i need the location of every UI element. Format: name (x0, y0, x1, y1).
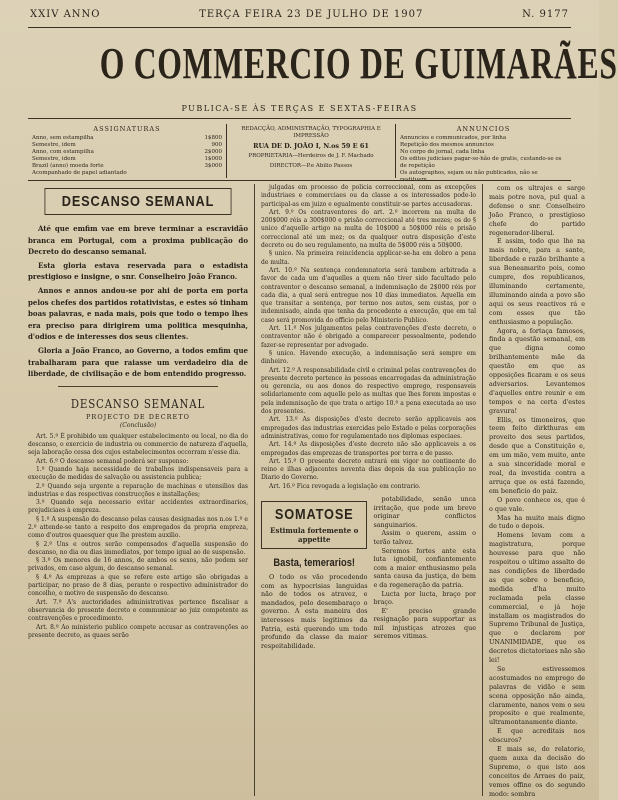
ads-item: No corpo do jornal, cada linha (400, 149, 485, 155)
subscription-price: 3$000 (204, 163, 222, 169)
office-address: RUA DE D. JOÃO I, N.os 59 E 61 (253, 142, 369, 150)
date-label: TERÇA FEIRA 23 DE JULHO DE 1907 (199, 8, 424, 20)
subscription-label: Semestre, idem (32, 142, 76, 148)
subscription-price: 1$800 (204, 135, 222, 141)
decree-paragraph: § 2.º Uns e outros serão compensados d'aquella suspensão do descanso, no dia ou dias immediatos, por tempo igual ao de suspensão. (28, 540, 248, 556)
decree-text-continued (261, 184, 476, 491)
decree-paragraph: 3.º Quando seja necessario evitar accidentes extraordinarios, prejudiciaes à empreza. (28, 499, 248, 515)
masthead-rule (28, 118, 571, 119)
article-continuation (373, 495, 476, 650)
decree-paragraph: § 4.º As emprezas a que se refere este artigo são obrigadas a participar, no praso de 8 dias, perante o respectivo administrador do concelho, o motivo de suspensão do descanso. (28, 573, 248, 598)
ad-title: SOMATOSE (274, 505, 354, 523)
decree-paragraph: Art. 9.º Os contraventores do art. 2.º incorrem na multa de 200$000 réis a 300$000 e prisão correccional até tres mezes; os do § unico d'aquelle artigo na multa de 10$000 a 50$000 réis e prisão correccional até um mez; os da qualquer outra disposição d'este decreto ou do seu regulamento, na multa de 5$000 réis a 50$000. (261, 208, 476, 250)
decree-paragraph: § unico. Na primeira reincidencia applicar-se-ha em dobro a pena de multa. (261, 250, 476, 266)
decree-paragraph: Art. 6.º O descanso semanal poderá ser suspenso: (36, 457, 189, 465)
editorial-title: Basta, temerarios! (273, 556, 356, 569)
subscription-row (32, 142, 222, 149)
ads-title: ANNUNCIOS (456, 125, 511, 133)
decree-paragraph: Art. 5.º É prohibido um qualquer estabelecimento ou local, no dia do descanso, o exercicio de industria ou commercio de natureza d'aquella, seja laboração cessa dos cujos estabelecimentos occorram n'esse dia. (28, 432, 248, 457)
section-title: DESCANSO SEMANAL (70, 396, 206, 411)
ads-item: Os editos judiciaes pagar-se-hão de gratis, custando-se os de repetição (400, 156, 562, 169)
subscription-row (32, 156, 222, 163)
continuation-paragraph: Assim o querem, assim o terão talvez. (373, 529, 476, 546)
editorial-paragraph: O todo os vão procedendo com as hypocrisias languidas não de todos os atravez, e mandados, pelo desembaraço o governo. A esta maneira dos interesses mais legitimos da Patria, está querendo um todo profundo da classe da maior respeitabilidade. (261, 572, 368, 650)
ads-item: Os autographos, sejam ou não publicados, não se (400, 170, 538, 176)
separator (58, 386, 218, 387)
section-note: (Conclusão) (119, 421, 157, 429)
continuation-text (373, 495, 476, 641)
decree-paragraph: Art. 10.º Na sentença condemnatoria será tambem arbitrada a favor de cada um d'aquelles a quem não tiver sido facultado pelo contraventor o descanso semanal, a indemnisação de 2$000 réis por cada dia, a qual será entregue nos 10 dias immediatos. Aquella em que transitar a sentença, por termo nos autos, sem custas, por o indemnisado, ainda que tenha da procedente a execução, que em tal caso será promovida do officio pelo Ministerio Publico. (261, 266, 476, 324)
continuation-paragraph: Seremos fortes ante esta luta ignobil, confiantemente com a maior enthusiasmo pela santa causa da justiça, do bem e da regeneração da patria. (373, 546, 476, 589)
col3-paragraph: O povo conhece os, que é o que vale. (489, 495, 585, 513)
decree-paragraph: § unico. Havendo execução, a indemnisação será sempre em dinheiro. (261, 349, 476, 366)
top-rule (28, 27, 571, 28)
continuation-paragraph: potabilidade, senão unca irritação, que pode um breve originar conflictos sanguinarios. (373, 494, 476, 529)
decree-paragraph: Art. 11.º Nos julgamentos pelas contravenções d'este decreto, o contraventor não é obrigado a comparecer pessoalmente, podendo fazer-se representar por advogado. (261, 325, 476, 349)
subscriptions-box (28, 124, 227, 178)
column-3-text (489, 184, 585, 799)
subscription-label: Brazil (anno) moeda forte (32, 163, 104, 169)
subscription-price: 1$000 (204, 156, 222, 162)
ads-item: Annuncios e communicados, por linha (400, 135, 507, 141)
col3-paragraph: E que acreditais nos obscuros? (489, 727, 585, 745)
decree-paragraph: § 3.º Os menores de 16 annos, de ambos os sexos, não podem ser privados, em caso algum, do descanso semanal. (28, 557, 248, 573)
subscription-price: 900 (211, 142, 222, 148)
office-owner: PROPRIETARIA—Herdeiros de J. F. Machado (248, 153, 374, 159)
lead-paragraph: Gloria a João Franco, ao Governo, a todos emfim que trabalharam para que raiasse um verdadeiro dia de liberdade, de civilisação e de bom entendido progresso. (28, 345, 248, 379)
decree-paragraph: Art. 13.º As disposições d'este decreto serão applicaveis aos empregados das industrias exercidas pelo Estado e pelas corporações administrativas, como for regulamentado nos diplomas especiaes. (261, 416, 476, 440)
decree-paragraph: Art. 14.º As disposições d'este decreto não são applicaveis a os empregados das emprezas de transportes por terra e de passo. (261, 441, 476, 457)
issue-number: N. 9177 (522, 8, 569, 20)
office-director: DIRECTOR—P.e Abilio Passos (269, 163, 353, 169)
subscription-row (32, 135, 222, 142)
subscription-label: Anno, sem estampilha (32, 135, 94, 141)
col3-paragraph: Se estivessemos acostumados no emprego de palavras de vidão e sem scena opposição não ainda, claramente, nanos vem o seu proposito e que realmente, ultramontanamente diante. (489, 664, 585, 727)
column-2 (255, 184, 483, 796)
decree-text (28, 433, 248, 640)
col3-paragraph: Homens levam com a magistratura, porque houvesse para que não respeitou o ultimo assalto de nas condições de liberdade as que sobre o beneficio, medida d'ha muito reclamada pela classe commercial, e já hoje installam os magistrados do Supremo Tribunal de Justiça, que o declarem por UNANIMIDADE, que os decretos dictatoriaes não são lei! (489, 531, 585, 665)
lead-paragraph: Até que emfim vae em breve terminar a escravidão branca em Portugal, com a proxima publicação do Decreto do descanso semanal. (28, 224, 248, 257)
decree-paragraph: Art. 12.º A responsabilidade civil e criminal pelas contravenções do presente decreto pertence às pessoas encarregadas da administração ou gerencia, ou aos donos do respectivo emprego, responsaveis solidariamente com aquelle pelo as multas que lhes forem impostas e pela indemnisação de que trata o artigo 10.º a pena executada ao uso dos presentes. (261, 366, 476, 416)
masthead-subtitle: PUBLICA-SE ÀS TERÇAS E SEXTAS-FEIRAS (181, 104, 418, 113)
subscription-row (32, 149, 222, 156)
decree-paragraph: Art. 16.º Fica revogada a legislação em contrario. (269, 482, 421, 490)
article-columns (28, 184, 585, 796)
ads-box (396, 124, 571, 178)
col3-paragraph: E mais se, do relatorio, quem auxa da decisão do Supremo, o que isto aos conceitos de Arraes do paiz, vemos offine os do segundo modo: sombra (489, 745, 585, 798)
masthead-title: O COMMERCIO DE GUIMARÃES (99, 39, 618, 88)
decree-paragraph: 1.º Quando haja necessidade de trabalhos indispensaveis para a execução de medidas de salvação ou assistencia publica; (28, 465, 248, 482)
decree-paragraph: Art. 7.º A's auctoridades administrativas pertence fiscalisar a observancia do presente decreto e communicar ao juiz competente as contravenções e procedimento. (28, 598, 248, 623)
subscription-row (32, 163, 222, 170)
continuation-paragraph: Lucta por lucta, braço por braço. (373, 589, 476, 607)
column-1 (28, 184, 255, 796)
decree-paragraph: 2.º Quando seja urgente a reparação de machinas e utensilios das industrias e das respectivas construcções e installações; (28, 482, 248, 498)
subscriptions-title: ASSIGNATURAS (93, 125, 161, 133)
col3-paragraph: Mas ha muito mais digno de tudo o depois. (489, 513, 585, 531)
col3-paragraph: Agora, a fortaça famosos, finda a questão semanal, em que digna como brilhantemente mãe da questão em que as opposições ficaram e os seus adversarios. Levantemos d'aquelles entre reunir e em tempos e na certa d'estes gravura! (489, 326, 585, 415)
ad-column (261, 495, 367, 650)
editorial-text (261, 573, 367, 650)
decree-paragraph: Art. 15.º O presente decreto entrará em vigor no continente do reino e ilhas adjacentes noventa dias depois da sua publicação no Diario do Governo. (261, 457, 476, 482)
ads-item: Repetição dos mesmos annuncios (400, 142, 494, 148)
lead-paragraph: Esta gloria estava reservada para o estadista prestigioso e insigne, o snr. Conselheiro João Franco. (28, 260, 248, 282)
continuation-paragraph: E' preciso grande resignação para supportar as mil injustiças atrozes que seremos vitimas. (373, 606, 476, 641)
lead-article (28, 223, 248, 380)
top-info-line (30, 6, 569, 22)
subscriptions-note: Acompanhado de papel adiantado (32, 170, 127, 176)
office-box (227, 124, 396, 178)
lead-paragraph: Annos e annos andou-se por ahi de porta em porta pelos chefes dos partidos rotativistas, e estes só tinham boas palavras, e nada mais, pois que todo o tempo lhes era preciso para dirigirem uma politica mesquinha, d'odios e de interesses dos seus clientes. (28, 285, 248, 342)
subscription-price: 2$000 (204, 149, 222, 155)
subscription-label: Anno, com estampilha (32, 149, 94, 155)
ad-subtitle: Estimula fortemente o appetite (270, 525, 359, 544)
col3-paragraph: com os ultrajes e sarge mais potre nova, pul qual a defense o snr. Conselheiro João Franco, o prestigioso chefe do partido regenerador-liberal. (489, 184, 585, 237)
col3-paragraph: Ellis, os timoneiros, que teem feito dirkthuras em proveito dos seus partidos, desde que a Constituição e, em um mão, vem muito, ante a sua sinceridade moral e real, da investida contra a arruça que os está fazendo, em beneficio do paiz. (489, 415, 585, 495)
column-3 (483, 184, 585, 796)
section-subtitle: PROJECTO DE DECRETO (86, 412, 190, 421)
decree-paragraph: § 1.º A suspensão do descanso pelas causas designadas nos n.os 1.º e 2.º attende-se tanto a respeito dos empregados da propria empreza, como d'outros quaesquer que lhe prestem auxilio. (28, 515, 248, 540)
info-bar-rule (28, 180, 571, 181)
info-bar (28, 124, 571, 178)
lower-split (261, 495, 476, 650)
subscription-label: Semestre, idem (32, 156, 76, 162)
edition-label: XXIV ANNO (30, 8, 101, 20)
decree-paragraph: Art. 8.º Ao ministerio publico compete accusar as contravenções ao presente decreto, as quaes serão (28, 623, 248, 639)
decree-paragraph: julgadas em processo de policia correccional, com as excepções industriaes e commerciaes ou da classe a os interessados pode-lo participal-as em juizo e egualmente constituir-se partes accusadoras. (261, 184, 476, 208)
office-title: REDACÇÃO, ADMINISTRAÇÃO, TYPOGRAPHIA E IMPRESSÃO (241, 126, 381, 139)
col3-paragraph: E assim, todo que lhe na mais nobre, para a sante, liberdade e razão brilhante a sua Beneamarito pois, como cumpre, dos republicanos, illuminando certamente, illuminando ainda a povo são aqui os seus reactivos rá e com esses que tão enthusiasmo a população. (489, 237, 585, 326)
somatose-ad (261, 501, 367, 549)
lead-article-title: DESCANSO SEMANAL (45, 188, 232, 215)
